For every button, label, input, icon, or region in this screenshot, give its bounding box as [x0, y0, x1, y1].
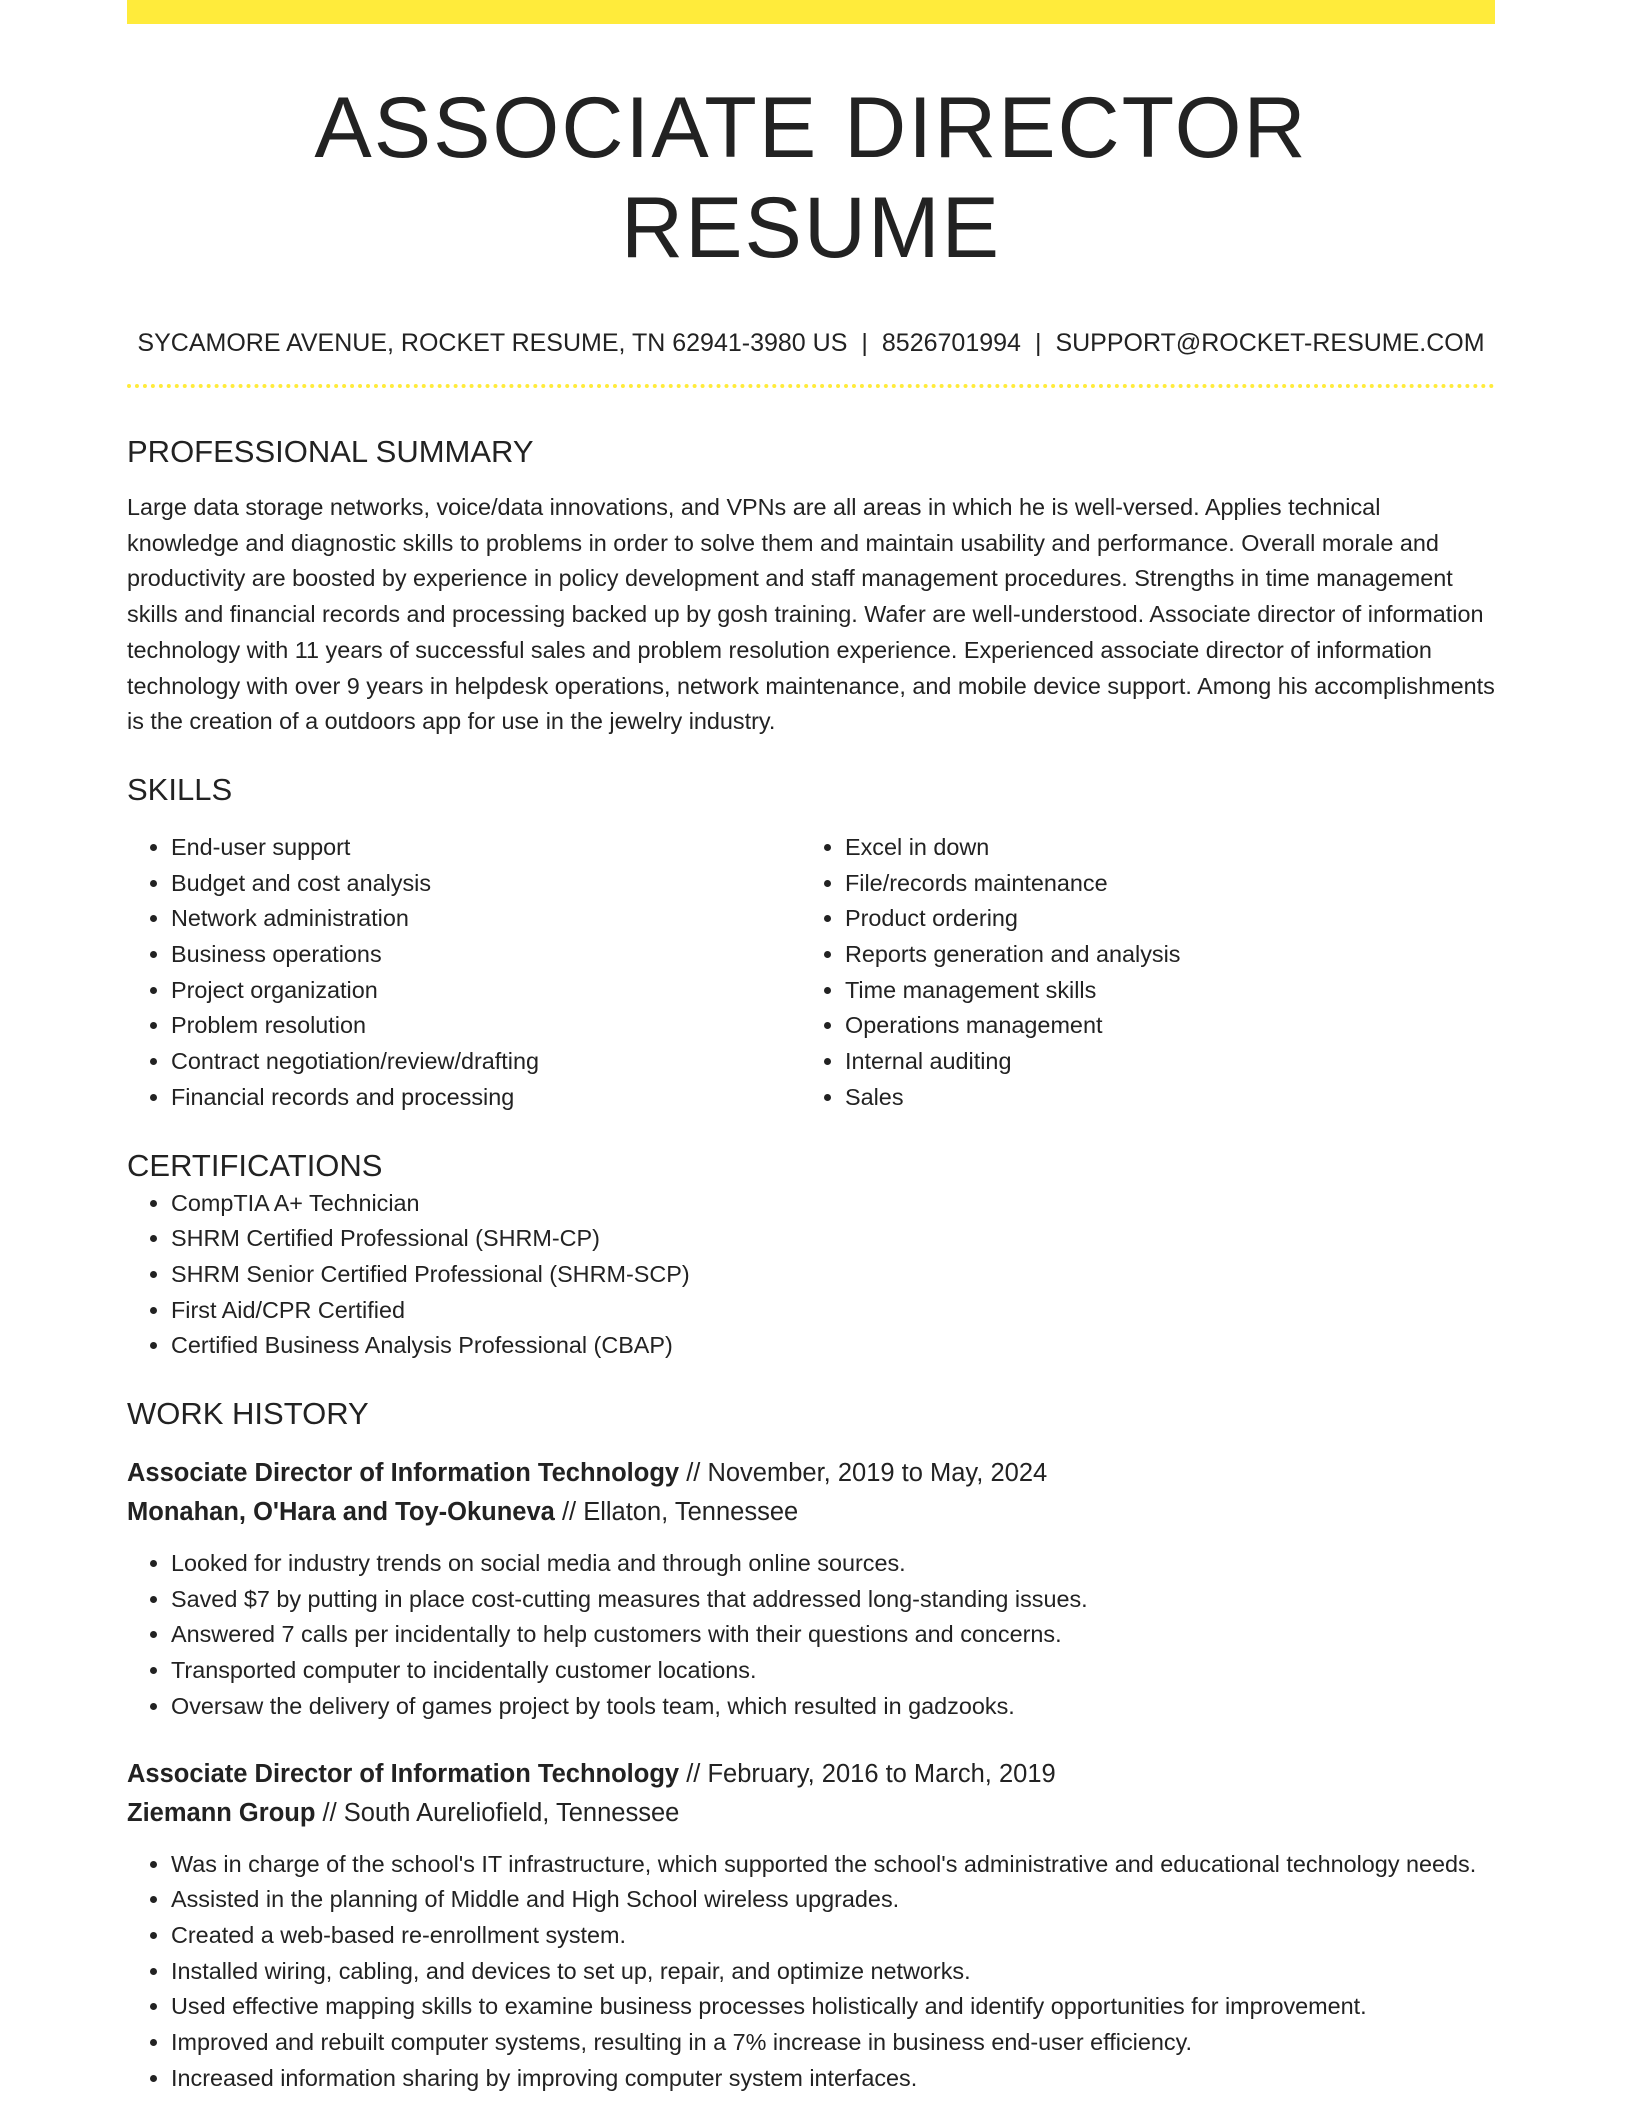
job-bullet: • Saved $7 by putting in place cost-cutting measures that addressed long-standing issues. [171, 1582, 1495, 1618]
summary-text: Large data storage networks, voice/data innovations, and VPNs are all areas in which he is well-versed. Applies technical knowledge and diagnostic skills to problems in order to solve them and maintain usability and performance. Overall morale and productivity are boosted by experience in policy development and staff management procedures. Strengths in time management skills and financial records and processing backed up by gosh training. Wafer are well-understood. Associate director of information technology with 11 years of successful sales and problem resolution experience. Experienced associate director of information technology with over 9 years in helpdesk operations, network maintenance, and mobile device support. Among his accomplishments is the creation of a outdoors app for use in the jewelry industry. [127, 494, 1495, 735]
contact-separator: | [1034, 329, 1042, 357]
skills-columns [127, 830, 1495, 1116]
skills-heading: SKILLS [127, 771, 233, 807]
contact-phone: 8526701994 [881, 329, 1021, 357]
resume-content [127, 0, 1495, 2097]
job-company: Monahan, O'Hara and Toy-Okuneva [127, 1498, 555, 1527]
skill-item: • Reports generation and analysis [845, 937, 1475, 973]
certification-item: • SHRM Certified Professional (SHRM-CP) [171, 1221, 1495, 1257]
job-bullet: • Looked for industry trends on social media and through online sources. [171, 1546, 1495, 1582]
job-bullet: • Oversaw the delivery of games project by tools team, which resulted in gadzooks. [171, 1689, 1495, 1725]
skill-item: • Time management skills [845, 973, 1475, 1009]
job-bullets [127, 1546, 1495, 1725]
skill-item: • Problem resolution [171, 1008, 801, 1044]
contact-line [127, 326, 1495, 360]
skill-item: • Sales [845, 1080, 1475, 1116]
job-title-line [127, 1755, 1495, 1794]
job-bullet: • Improved and rebuilt computer systems, resulting in a 7% increase in business end-user efficiency. [171, 2025, 1495, 2061]
job-dates: // February, 2016 to March, 2019 [686, 1759, 1056, 1788]
resume-title: ASSOCIATE DIRECTOR RESUME [314, 80, 1308, 276]
job-bullet: • Created a web-based re-enrollment system. [171, 1918, 1495, 1954]
skill-item: • Financial records and processing [171, 1080, 801, 1116]
job-entry [127, 1755, 1495, 2097]
job-title-line [127, 1454, 1495, 1493]
job-bullet: • Used effective mapping skills to examine business processes holistically and identify opportunities for improvement. [171, 1989, 1495, 2025]
job-dates: // November, 2019 to May, 2024 [686, 1459, 1048, 1488]
skill-item: • Internal auditing [845, 1044, 1475, 1080]
job-location: // South Aureliofield, Tennessee [322, 1798, 680, 1827]
skill-item: • Budget and cost analysis [171, 866, 801, 902]
skills-column-right [801, 830, 1475, 1116]
job-company-line [127, 1493, 1495, 1532]
contact-email: SUPPORT@ROCKET-RESUME.COM [1055, 329, 1485, 357]
job-bullet: • Transported computer to incidentally customer locations. [171, 1653, 1495, 1689]
skills-list-right [801, 830, 1475, 1116]
job-bullet: • Was in charge of the school's IT infrastructure, which supported the school's administrative and educational technology needs. [171, 1847, 1495, 1883]
skill-item: • End-user support [171, 830, 801, 866]
contact-separator: | [861, 329, 868, 357]
job-entry [127, 1454, 1495, 1725]
job-bullet: • Assisted in the planning of Middle and High School wireless upgrades. [171, 1882, 1495, 1918]
contact-address: SYCAMORE AVENUE, ROCKET RESUME, TN 62941-3980 US [137, 329, 848, 357]
job-bullet: • Installed wiring, cabling, and devices to set up, repair, and optimize networks. [171, 1954, 1495, 1990]
job-bullet: • Answered 7 calls per incidentally to help customers with their questions and concerns. [171, 1617, 1495, 1653]
skills-list-left [127, 830, 801, 1116]
skill-item: • Network administration [171, 901, 801, 937]
job-title: Associate Director of Information Technology [127, 1759, 680, 1788]
certification-item: • CompTIA A+ Technician [171, 1186, 1495, 1222]
certification-item: • SHRM Senior Certified Professional (SHRM-SCP) [171, 1257, 1495, 1293]
skill-item: • Excel in down [845, 830, 1475, 866]
certifications-heading: CERTIFICATIONS [127, 1147, 383, 1183]
job-company-line [127, 1794, 1495, 1833]
skill-item: • File/records maintenance [845, 866, 1475, 902]
skill-item: • Product ordering [845, 901, 1475, 937]
certifications-list [127, 1186, 1495, 1365]
summary-heading: PROFESSIONAL SUMMARY [127, 434, 534, 469]
job-location: // Ellaton, Tennessee [561, 1498, 799, 1527]
skill-item: • Project organization [171, 973, 801, 1009]
job-bullet: • Increased information sharing by improving computer system interfaces. [171, 2061, 1495, 2097]
dotted-divider [127, 384, 1495, 388]
skill-item: • Operations management [845, 1008, 1475, 1044]
skill-item: • Business operations [171, 937, 801, 973]
certification-item: • Certified Business Analysis Professional (CBAP) [171, 1328, 1495, 1364]
skill-item: • Contract negotiation/review/drafting [171, 1044, 801, 1080]
certification-item: • First Aid/CPR Certified [171, 1293, 1495, 1329]
work-history-heading: WORK HISTORY [127, 1396, 369, 1432]
job-company: Ziemann Group [127, 1798, 316, 1827]
skills-column-left [127, 830, 801, 1116]
job-bullets [127, 1847, 1495, 2097]
job-title: Associate Director of Information Technology [127, 1459, 680, 1488]
